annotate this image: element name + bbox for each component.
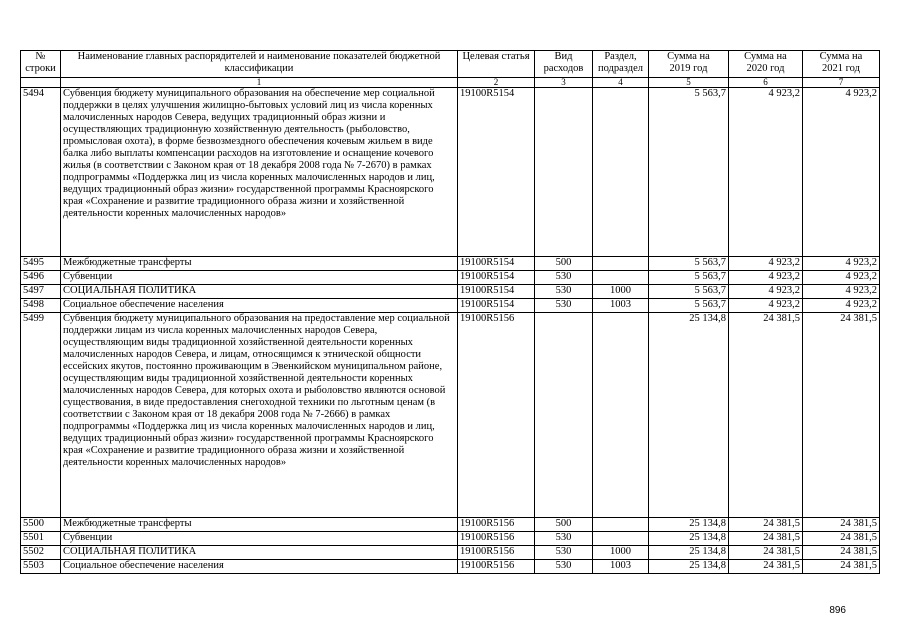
cell-kind: 530 xyxy=(535,299,593,313)
header-sum-2021: Сумма на 2021 год xyxy=(803,51,880,78)
cell-target: 19100R5154 xyxy=(458,285,535,299)
cell-row-no: 5495 xyxy=(21,257,61,271)
cell-section xyxy=(593,532,649,546)
cell-sum-2020: 4 923,2 xyxy=(729,88,803,257)
cell-row-no: 5503 xyxy=(21,560,61,574)
table-row xyxy=(21,313,880,518)
cell-sum-2019: 5 563,7 xyxy=(649,257,729,271)
index-cell: 3 xyxy=(535,78,593,88)
cell-target: 19100R5154 xyxy=(458,257,535,271)
cell-target: 19100R5156 xyxy=(458,518,535,532)
cell-sum-2021: 24 381,5 xyxy=(803,518,880,532)
index-cell: 1 xyxy=(61,78,458,88)
index-cell: 6 xyxy=(729,78,803,88)
header-kind: Вид расходов xyxy=(535,51,593,78)
index-cell xyxy=(21,78,61,88)
cell-sum-2021: 24 381,5 xyxy=(803,313,880,518)
header-row-no: № строки xyxy=(21,51,61,78)
cell-section: 1003 xyxy=(593,299,649,313)
cell-name: Межбюджетные трансферты xyxy=(61,518,458,532)
cell-sum-2019: 25 134,8 xyxy=(649,518,729,532)
cell-name: Социальное обеспечение населения xyxy=(61,560,458,574)
cell-sum-2021: 24 381,5 xyxy=(803,560,880,574)
cell-section xyxy=(593,271,649,285)
cell-section: 1000 xyxy=(593,285,649,299)
index-cell: 2 xyxy=(458,78,535,88)
header-sum-2020: Сумма на 2020 год xyxy=(729,51,803,78)
page-number: 896 xyxy=(829,605,846,616)
cell-sum-2021: 4 923,2 xyxy=(803,271,880,285)
cell-sum-2019: 25 134,8 xyxy=(649,313,729,518)
cell-sum-2020: 4 923,2 xyxy=(729,299,803,313)
cell-target: 19100R5156 xyxy=(458,313,535,518)
cell-section: 1003 xyxy=(593,560,649,574)
cell-sum-2020: 24 381,5 xyxy=(729,560,803,574)
cell-target: 19100R5154 xyxy=(458,271,535,285)
cell-section: 1000 xyxy=(593,546,649,560)
cell-section xyxy=(593,313,649,518)
cell-section xyxy=(593,88,649,257)
index-cell: 5 xyxy=(649,78,729,88)
cell-sum-2021: 4 923,2 xyxy=(803,299,880,313)
table-body xyxy=(21,88,880,574)
table-row xyxy=(21,285,880,299)
cell-name: Социальное обеспечение населения xyxy=(61,299,458,313)
cell-kind xyxy=(535,313,593,518)
header-section: Раздел, подраздел xyxy=(593,51,649,78)
cell-row-no: 5497 xyxy=(21,285,61,299)
cell-sum-2019: 5 563,7 xyxy=(649,88,729,257)
cell-sum-2021: 4 923,2 xyxy=(803,88,880,257)
cell-kind: 530 xyxy=(535,560,593,574)
cell-sum-2020: 24 381,5 xyxy=(729,546,803,560)
cell-row-no: 5502 xyxy=(21,546,61,560)
cell-kind xyxy=(535,88,593,257)
cell-row-no: 5500 xyxy=(21,518,61,532)
table-row xyxy=(21,532,880,546)
cell-target: 19100R5154 xyxy=(458,299,535,313)
cell-section xyxy=(593,257,649,271)
index-cell: 4 xyxy=(593,78,649,88)
cell-name: Субвенции xyxy=(61,271,458,285)
table-header xyxy=(21,51,880,88)
cell-sum-2020: 4 923,2 xyxy=(729,271,803,285)
cell-sum-2021: 4 923,2 xyxy=(803,257,880,271)
header-target: Целевая статья xyxy=(458,51,535,78)
cell-name: СОЦИАЛЬНАЯ ПОЛИТИКА xyxy=(61,285,458,299)
table-row xyxy=(21,518,880,532)
cell-kind: 530 xyxy=(535,271,593,285)
cell-name: Субвенция бюджету муниципального образования на предоставление мер социальной поддержки лицам из числа коренных малочисленных народов Севера, осуществляющим виды традиционной хозяйственной деятельности коренных малочисленных народов Севера, и лицам, относящимся к этнической общности ессейских якутов, постоянно проживающим в Эвенкийском муниципальном районе, осуществляющим виды традиционной хозяйственной деятельности коренных малочисленных народов Севера, для которых охота и рыболовство являются основой существования, в виде предоставления снегоходной техники по льготным ценам (в соответствии с Законом края от 18 декабря 2008 года № 7-2666) в рамках подпрограммы «Поддержка лиц из числа коренных малочисленных народов и лиц, ведущих традиционный образ жизни» государственной программы Красноярского края «Сохранение и развитие традиционного образа жизни и хозяйственной деятельности коренных малочисленных народов» xyxy=(61,313,458,518)
table-row xyxy=(21,299,880,313)
cell-kind: 500 xyxy=(535,257,593,271)
budget-table xyxy=(20,50,880,574)
cell-sum-2020: 4 923,2 xyxy=(729,285,803,299)
cell-sum-2020: 24 381,5 xyxy=(729,313,803,518)
cell-row-no: 5499 xyxy=(21,313,61,518)
cell-sum-2020: 24 381,5 xyxy=(729,532,803,546)
cell-sum-2021: 24 381,5 xyxy=(803,532,880,546)
cell-kind: 530 xyxy=(535,285,593,299)
cell-sum-2019: 5 563,7 xyxy=(649,285,729,299)
cell-sum-2019: 5 563,7 xyxy=(649,299,729,313)
cell-target: 19100R5154 xyxy=(458,88,535,257)
cell-sum-2019: 25 134,8 xyxy=(649,546,729,560)
cell-sum-2019: 5 563,7 xyxy=(649,271,729,285)
cell-row-no: 5494 xyxy=(21,88,61,257)
cell-name: Субвенции xyxy=(61,532,458,546)
cell-sum-2020: 4 923,2 xyxy=(729,257,803,271)
cell-sum-2021: 4 923,2 xyxy=(803,285,880,299)
cell-row-no: 5496 xyxy=(21,271,61,285)
index-cell: 7 xyxy=(803,78,880,88)
cell-name: СОЦИАЛЬНАЯ ПОЛИТИКА xyxy=(61,546,458,560)
table-row xyxy=(21,546,880,560)
cell-section xyxy=(593,518,649,532)
cell-name: Субвенция бюджету муниципального образования на обеспечение мер социальной поддержки в целях улучшения жилищно-бытовых условий лиц из числа коренных малочисленных народов Севера, ведущих традиционный образ жизни и осуществляющих традиционную хозяйственную деятельность (рыболовство, промысловая охота), в форме безвозмездного обеспечения кочевым жильем в виде балка либо выплаты компенсации расходов на изготовление и оснащение кочевого жилья (в соответствии с Законом края от 18 декабря 2008 года № 7-2670) в рамках подпрограммы «Поддержка лиц из числа коренных малочисленных народов и лиц, ведущих традиционный образ жизни» государственной программы Красноярского края «Сохранение и развитие традиционного образа жизни и хозяйственной деятельности коренных малочисленных народов» xyxy=(61,88,458,257)
cell-kind: 500 xyxy=(535,518,593,532)
cell-sum-2021: 24 381,5 xyxy=(803,546,880,560)
cell-row-no: 5501 xyxy=(21,532,61,546)
header-sum-2019: Сумма на 2019 год xyxy=(649,51,729,78)
cell-target: 19100R5156 xyxy=(458,546,535,560)
cell-sum-2019: 25 134,8 xyxy=(649,532,729,546)
cell-kind: 530 xyxy=(535,546,593,560)
table-row xyxy=(21,271,880,285)
table-row xyxy=(21,257,880,271)
cell-name: Межбюджетные трансферты xyxy=(61,257,458,271)
cell-target: 19100R5156 xyxy=(458,560,535,574)
cell-sum-2019: 25 134,8 xyxy=(649,560,729,574)
table-row xyxy=(21,88,880,257)
cell-kind: 530 xyxy=(535,532,593,546)
cell-sum-2020: 24 381,5 xyxy=(729,518,803,532)
cell-row-no: 5498 xyxy=(21,299,61,313)
cell-target: 19100R5156 xyxy=(458,532,535,546)
header-name: Наименование главных распорядителей и наименование показателей бюджетной классификации xyxy=(61,51,458,78)
table-row xyxy=(21,560,880,574)
